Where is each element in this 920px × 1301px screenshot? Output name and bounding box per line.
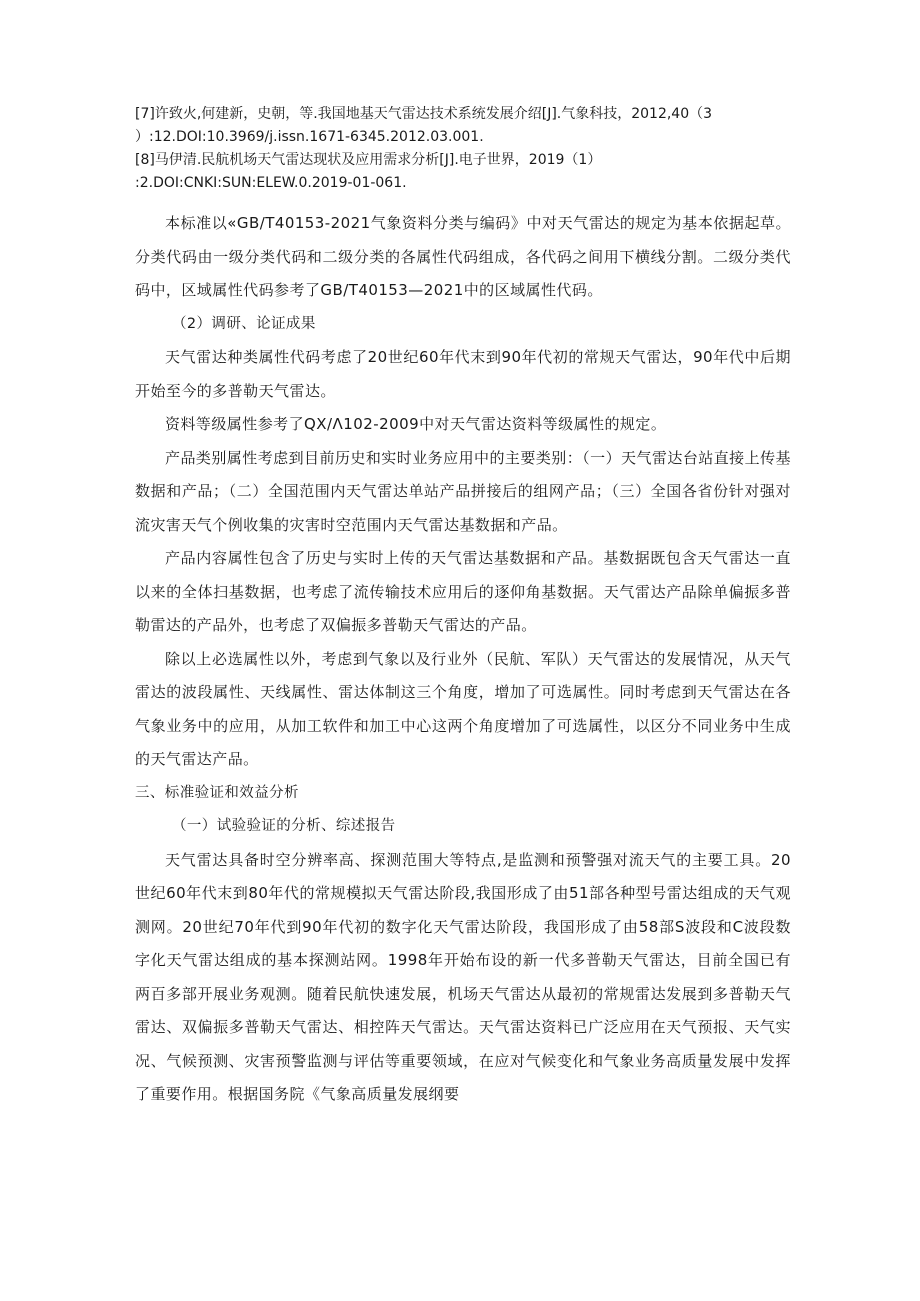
reference-7-line-2: ）:12.DOI:10.3969/j.issn.1671-6345.2012.03.001. (135, 129, 484, 145)
paragraph-product-category: 产品类别属性考虑到目前历史和实时业务应用中的主要类别：（一）天气雷达台站直接上传基数据和产品；（二）全国范围内天气雷达单站产品拼接后的组网产品；（三）全国各省份针对强对流灾害天气个例收集的灾害时空范围内天气雷达基数据和产品。 (135, 448, 791, 534)
paragraph-verification: 天气雷达具备时空分辨率高、探测范围大等特点,是监测和预警强对流天气的主要工具。20世纪60年代末到80年代的常规模拟天气雷达阶段,我国形成了由51部各种型号雷达组成的天气观测网。20世纪70年代到90年代初的数字化天气雷达阶段，我国形成了由58部S波段和C波段数字化天气雷达组成的基本探测站网。1998年开始布设的新一代多普勒天气雷达，目前全国已有两百多部开展业务观测。随着民航快速发展，机场天气雷达从最初的常规雷达发展到多普勒天气雷达、双偏振多普勒天气雷达、相控阵天气雷达。天气雷达资料已广泛应用在天气预报、天气实况、气候预测、灾害预警监测与评估等重要领域，在应对气候变化和气象业务高质量发展中发挥了重要作用。根据国务院《气象高质量发展纲要 (135, 850, 791, 1103)
section-heading: 三、标准验证和效益分析 (135, 784, 299, 801)
paragraph-optional-attributes: 除以上必选属性以外，考虑到气象以及行业外（民航、军队）天气雷达的发展情况，从天气雷达的波段属性、天线属性、雷达体制这三个角度，增加了可选属性。同时考虑到天气雷达在各气象业务中的应用，从加工软件和加工中心这两个角度增加了可选属性，以区分不同业务中生成的天气雷达产品。 (135, 649, 791, 768)
reference-item-8 (135, 149, 791, 195)
document-body (135, 103, 791, 1112)
reference-8-line-1: [8]马伊清.民航机场天气雷达现状及应用需求分析[J].电子世界，2019（1） (135, 152, 602, 168)
subheading-verification-report: （一）试验验证的分析、综述报告 (172, 818, 396, 834)
paragraph-radar-type: 天气雷达种类属性代码考虑了20世纪60年代末到90年代初的常规天气雷达，90年代中后期开始至今的多普勒天气雷达。 (135, 348, 791, 400)
paragraph-product-content: 产品内容属性包含了历史与实时上传的天气雷达基数据和产品。基数据既包含天气雷达一直以来的全体扫基数据，也考虑了流传输技术应用后的逐仰角基数据。天气雷达产品除单偏振多普勒雷达的产品外，也考虑了双偏振多普勒天气雷达的产品。 (135, 549, 791, 634)
paragraph-data-level: 资料等级属性参考了QX/Λ102-2009中对天气雷达资料等级属性的规定。 (165, 415, 667, 433)
reference-8-line-2: :2.DOI:CNKI:SUN:ELEW.0.2019-01-061. (135, 175, 407, 191)
reference-item-7 (135, 103, 791, 149)
reference-7-line-1: [7]许致火,何建新，史朝，等.我国地基天气雷达技术系统发展介绍[J].气象科技，2012,40（3 (135, 106, 713, 122)
subheading-research-results: （2）调研、论证成果 (172, 315, 316, 332)
intro-paragraph: 本标准以«GB/T40153-2021气象资料分类与编码》中对天气雷达的规定为基本依据起草。分类代码由一级分类代码和二级分类的各属性代码组成，各代码之间用下横线分割。二级分类代码中，区域属性代码参考了GB/T40153—2021中的区域属性代码。 (135, 214, 791, 299)
